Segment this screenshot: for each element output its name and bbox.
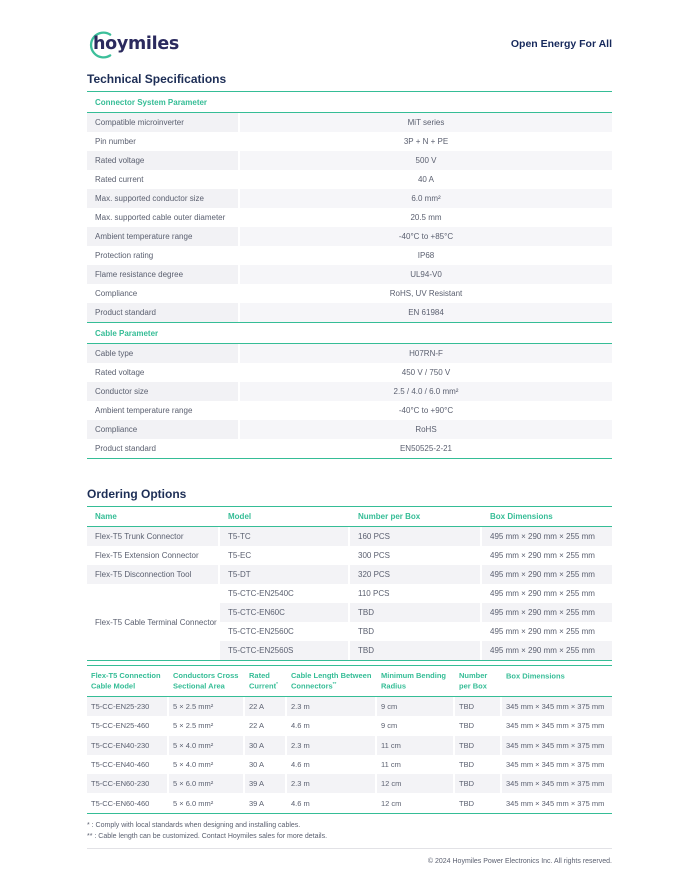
ordering-table2-header (87, 666, 612, 697)
cell-current: 39 A (249, 798, 265, 808)
footer-divider (87, 848, 612, 849)
spec-row (87, 113, 612, 132)
cell-area: 5 × 6.0 mm² (169, 774, 243, 793)
cell-qty: 300 PCS (358, 551, 391, 560)
cell-radius: 9 cm (381, 721, 398, 731)
spec-row (87, 420, 612, 439)
cell-radius: 12 cm (381, 798, 402, 808)
cell-qty: TBD (350, 641, 480, 660)
spec-value: H07RN-F (240, 344, 612, 363)
cell-qty: 160 PCS (350, 527, 480, 546)
spec-value: MiT series (240, 113, 612, 132)
cell-radius: 11 cm (377, 736, 453, 755)
cell-qty: TBD (459, 721, 474, 731)
cell-qty: TBD (350, 603, 480, 622)
spec-value: EN 61984 (240, 303, 612, 322)
cell-cable-model: T5-CC-EN60-460 (91, 798, 150, 808)
cell-qty: TBD (455, 736, 500, 755)
cell-radius: 9 cm (377, 697, 453, 716)
col-header-number-per-box: Number per Box (459, 671, 488, 691)
spec-value: -40°C to +85°C (240, 227, 612, 246)
cell-qty: TBD (459, 760, 474, 770)
cell-length: 4.6 m (291, 760, 310, 770)
spec-label: Compliance (87, 420, 238, 439)
page-header (87, 26, 612, 62)
footnote-2: ** : Cable length can be customized. Contact Hoymiles sales for more details. (87, 832, 328, 840)
cell-qty: 110 PCS (358, 589, 390, 598)
cell-dims: 345 mm × 345 mm × 375 mm (502, 697, 612, 716)
spec-row (87, 189, 612, 208)
cell-dims: 495 mm × 290 mm × 255 mm (482, 603, 612, 622)
cell-dims: 345 mm × 345 mm × 375 mm (506, 798, 605, 808)
cell-name: Flex-T5 Trunk Connector (87, 527, 218, 546)
spec-row (87, 208, 612, 227)
brand-tagline: Open Energy For All (510, 38, 612, 50)
cell-name: Flex-T5 Extension Connector (95, 551, 199, 560)
spec-value: EN50525-2-21 (399, 444, 453, 453)
spec-label: Rated current (95, 175, 144, 184)
cell-current: 30 A (245, 736, 285, 755)
cell-cable-model: T5-CC-EN40-230 (87, 736, 167, 755)
spec-label: Cable type (87, 344, 238, 363)
ordering-table2 (87, 665, 612, 814)
cell-current: 22 A (245, 697, 285, 716)
spec-row (87, 227, 612, 246)
cell-qty: TBD (455, 697, 500, 716)
cell-length: 2.3 m (287, 736, 375, 755)
spec-label: Ambient temperature range (87, 227, 238, 246)
spec-row (87, 284, 612, 303)
cell-dims: 345 mm × 345 mm × 375 mm (502, 774, 612, 793)
spec-value: -40°C to +90°C (398, 406, 454, 415)
ordering-options-title: Ordering Options (87, 487, 612, 507)
col-header-cable-length: Cable Length Between Connectors** (291, 671, 372, 691)
spec-label: Rated voltage (95, 368, 145, 377)
cell-model: T5-CTC-EN2560C (228, 627, 294, 636)
spec-row (87, 246, 612, 265)
cell-length: 4.6 m (291, 721, 310, 731)
spec-label: Max. supported cable outer diameter (95, 213, 226, 222)
cell-cable-model: T5-CC-EN25-460 (91, 721, 150, 731)
table-row (87, 774, 612, 793)
spec-value: RoHS (240, 420, 612, 439)
cell-cable-model: T5-CC-EN25-230 (87, 697, 167, 716)
spec-label: Product standard (87, 303, 238, 322)
spec-row (87, 170, 612, 189)
spec-label: Pin number (95, 137, 136, 146)
col-header-box-dimensions: Box Dimensions (506, 671, 565, 681)
hoymiles-logo (87, 26, 179, 62)
table-row (87, 716, 612, 735)
cell-model: T5-CTC-EN60C (220, 603, 348, 622)
copyright-text: © 2024 Hoymiles Power Electronics Inc. All rights reserved. (427, 858, 612, 866)
col-header-bending-radius: Minimum Bending Radius (381, 671, 446, 691)
cell-current: 39 A (245, 774, 285, 793)
spec-value: RoHS, UV Resistant (389, 289, 463, 298)
cell-area: 5 × 6.0 mm² (173, 798, 214, 808)
col-header-cross-sectional-area: Conductors Cross Sectional Area (173, 671, 239, 691)
col-header-box-dimensions: Box Dimensions (490, 512, 553, 521)
cell-model: T5-EC (228, 551, 252, 560)
cable-parameter-table (87, 344, 612, 459)
table-row (87, 793, 612, 812)
spec-row (87, 401, 612, 420)
table-row (87, 697, 612, 716)
spec-value: 3P + N + PE (403, 137, 449, 146)
cell-dims: 345 mm × 345 mm × 375 mm (502, 736, 612, 755)
ordering-table1-rows (87, 527, 612, 584)
footnotes (87, 820, 612, 842)
col-header-rated-current: Rated Current* (249, 671, 278, 691)
cell-dims: 495 mm × 290 mm × 255 mm (482, 565, 612, 584)
cell-dims: 495 mm × 290 mm × 255 mm (490, 551, 595, 560)
spec-label: Product standard (95, 444, 156, 453)
cell-area: 5 × 4.0 mm² (169, 736, 243, 755)
col-header-model: Model (228, 512, 252, 521)
spec-label: Flame resistance degree (87, 265, 238, 284)
cell-area: 5 × 2.5 mm² (169, 697, 243, 716)
cell-model: T5-CTC-EN2540C (228, 589, 294, 598)
cell-area: 5 × 4.0 mm² (173, 760, 214, 770)
table-row (87, 736, 612, 755)
ordering-table2-rows (87, 697, 612, 814)
col-header-name: Name (95, 512, 117, 521)
cell-qty: TBD (459, 798, 474, 808)
cell-area: 5 × 2.5 mm² (173, 721, 214, 731)
cell-model: T5-DT (220, 565, 348, 584)
footnote-1: * : Comply with local standards when designing and installing cables. (87, 821, 301, 829)
cell-cable-model: T5-CC-EN60-230 (87, 774, 167, 793)
spec-label: Rated voltage (87, 151, 238, 170)
spec-row (87, 303, 612, 322)
col-header-cable-model: Flex-T5 Connection Cable Model (91, 671, 161, 691)
cable-parameter-heading: Cable Parameter (87, 323, 612, 344)
technical-specifications-title: Technical Specifications (87, 72, 612, 92)
cell-length: 2.3 m (287, 774, 375, 793)
group-name-cell: Flex-T5 Cable Terminal Connector (95, 617, 217, 627)
table-row (87, 546, 612, 565)
spec-label: Ambient temperature range (95, 406, 193, 415)
table-row (87, 755, 612, 774)
cell-radius: 11 cm (381, 760, 401, 770)
cell-length: 2.3 m (287, 697, 375, 716)
spec-value: 2.5 / 4.0 / 6.0 mm² (240, 382, 612, 401)
cell-radius: 12 cm (377, 774, 453, 793)
spec-value: 40 A (417, 175, 434, 184)
spec-row (87, 265, 612, 284)
spec-value: 20.5 mm (410, 213, 442, 222)
cell-cable-model: T5-CC-EN40-460 (91, 760, 150, 770)
spec-label: Max. supported conductor size (87, 189, 238, 208)
connector-system-parameter-table (87, 113, 612, 323)
spec-row (87, 382, 612, 401)
cell-current: 30 A (249, 760, 265, 770)
col-header-number-per-box: Number per Box (358, 512, 421, 521)
cell-length: 4.6 m (291, 798, 310, 808)
cell-qty: 320 PCS (350, 565, 480, 584)
cell-dims: 495 mm × 290 mm × 255 mm (482, 527, 612, 546)
spec-label: Conductor size (87, 382, 238, 401)
spec-value: 450 V / 750 V (401, 368, 451, 377)
table-row (87, 527, 612, 546)
cell-current: 22 A (249, 721, 265, 731)
cell-name: Flex-T5 Disconnection Tool (87, 565, 218, 584)
connector-system-parameter-heading: Connector System Parameter (87, 92, 612, 113)
spec-value: 6.0 mm² (240, 189, 612, 208)
cell-qty: TBD (358, 627, 374, 636)
ordering-table1-header (87, 507, 612, 527)
ordering-table1-group-rows (87, 584, 612, 661)
table-row (87, 565, 612, 584)
spec-value: IP68 (417, 251, 435, 260)
cell-model: T5-CTC-EN2560S (220, 641, 348, 660)
spec-row (87, 132, 612, 151)
spec-row (87, 151, 612, 170)
spec-row (87, 439, 612, 458)
spec-row (87, 344, 612, 363)
cell-dims: 345 mm × 345 mm × 375 mm (506, 721, 605, 731)
spec-value: UL94-V0 (240, 265, 612, 284)
cell-dims: 345 mm × 345 mm × 375 mm (506, 760, 605, 770)
spec-value: 500 V (240, 151, 612, 170)
cell-dims: 495 mm × 290 mm × 255 mm (490, 627, 595, 636)
cell-model: T5-TC (220, 527, 348, 546)
cell-qty: TBD (455, 774, 500, 793)
cell-dims: 495 mm × 290 mm × 255 mm (482, 641, 612, 660)
spec-label: Protection rating (95, 251, 154, 260)
spec-label: Compliance (95, 289, 138, 298)
spec-row (87, 363, 612, 382)
cell-dims: 495 mm × 290 mm × 255 mm (490, 589, 595, 598)
logo-wordmark: hoymiles (93, 34, 180, 54)
spec-label: Compatible microinverter (87, 113, 238, 132)
